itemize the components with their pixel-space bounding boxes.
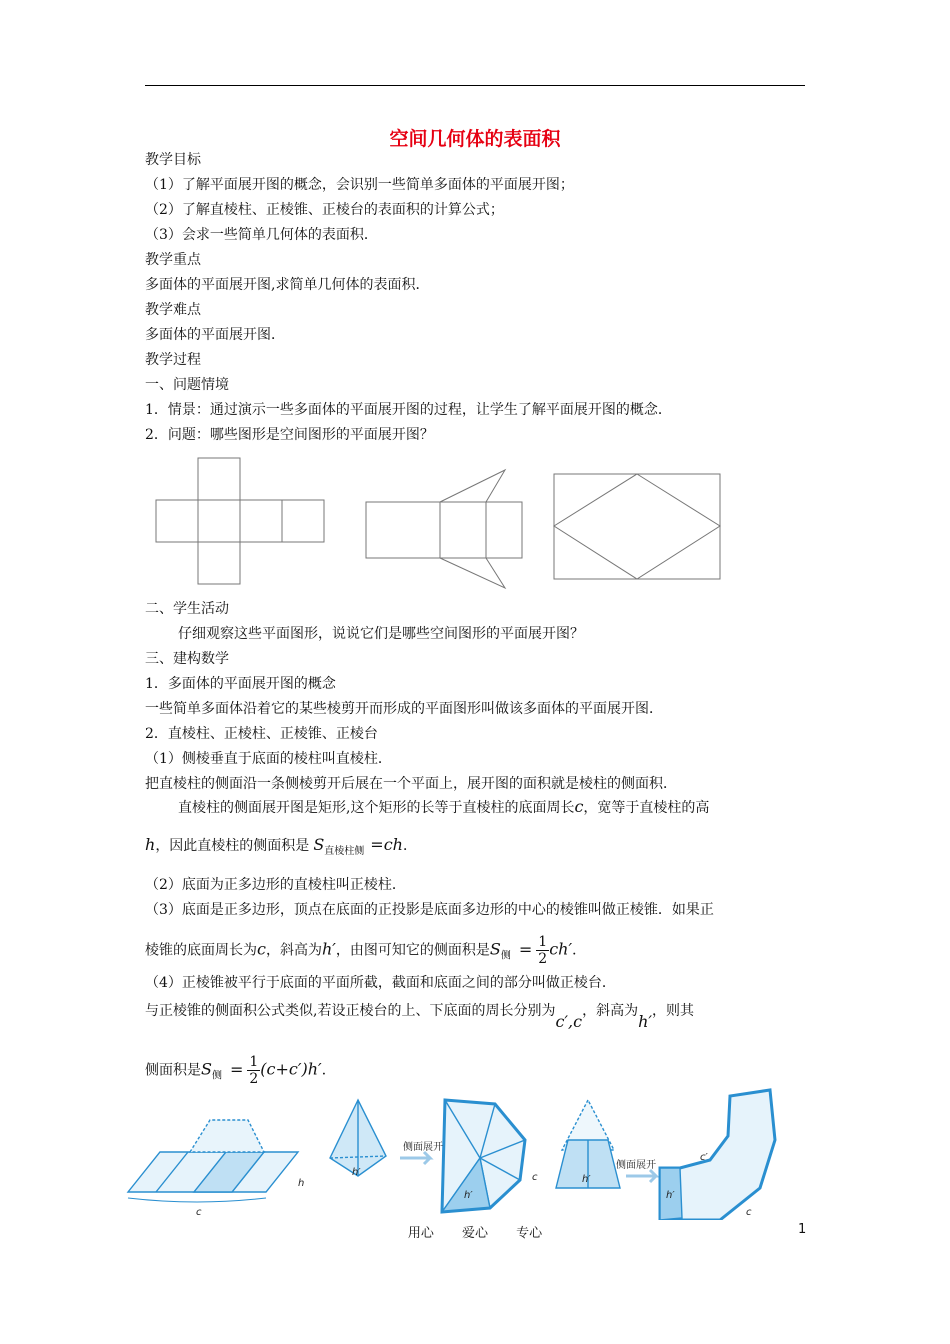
label-cprime-unfold: c′ bbox=[700, 1152, 708, 1163]
para-2: （2）底面为正多边形的直棱柱叫正棱柱． bbox=[145, 877, 406, 893]
var-h-prime: h′ bbox=[321, 939, 336, 959]
key-points: 多面体的平面展开图,求简单几何体的表面积． bbox=[145, 277, 430, 293]
unfold-label-1: 侧面展开 bbox=[403, 1142, 443, 1153]
net1-face bbox=[282, 500, 324, 542]
prism-unfold-figure bbox=[128, 1120, 298, 1202]
period: ． bbox=[572, 942, 587, 959]
section-2-activity: 仔细观察这些平面图形，说说它们是哪些空间图形的平面展开图？ bbox=[178, 626, 584, 642]
net1-face bbox=[240, 500, 282, 542]
net3-rectangle bbox=[554, 474, 720, 579]
para-1c-text: ，因此直棱柱的侧面积是 bbox=[155, 838, 310, 854]
label-h-prism: h bbox=[298, 1178, 305, 1189]
var-c: c bbox=[257, 939, 266, 959]
para-4a-text-mid: ，斜高为 bbox=[582, 1003, 639, 1019]
subscript-lateral: 侧 bbox=[500, 950, 511, 962]
label-hprime-unfold: h′ bbox=[666, 1190, 675, 1201]
period: ． bbox=[321, 1062, 336, 1079]
net2-face bbox=[366, 502, 440, 558]
section-3-def-1: 一些简单多面体沿着它的某些棱剪开而形成的平面图形叫做该多面体的平面展开图． bbox=[145, 701, 663, 717]
net2-triangle-bottom bbox=[440, 558, 505, 588]
net2-face bbox=[486, 502, 522, 558]
formula-pyramid: ch′ bbox=[549, 939, 573, 959]
net3-rhombus bbox=[554, 474, 720, 579]
difficulties-heading: 教学难点 bbox=[145, 302, 201, 318]
lateral-surface-figures bbox=[120, 1080, 780, 1220]
para-4a-text-end: ，则其 bbox=[652, 1003, 695, 1019]
net1-face bbox=[156, 500, 198, 542]
net2-triangle-top bbox=[440, 470, 505, 502]
pyramid-figure bbox=[330, 1100, 386, 1176]
para-1: （1）侧棱垂直于底面的棱柱叫直棱柱． bbox=[145, 751, 392, 767]
difficulties: 多面体的平面展开图． bbox=[145, 327, 285, 343]
para-4a bbox=[145, 1000, 695, 1031]
para-4: （4）正棱锥被平行于底面的平面所截，截面和底面之间的部分叫做正棱台． bbox=[145, 975, 616, 991]
pyramid-unfold-figure bbox=[442, 1100, 525, 1212]
fraction-half bbox=[536, 934, 549, 967]
var-S: S bbox=[313, 835, 325, 854]
para-1c bbox=[145, 835, 417, 862]
var-h: h bbox=[145, 835, 156, 854]
fraction-denominator: 2 bbox=[538, 951, 548, 967]
fraction-numerator: 1 bbox=[538, 934, 548, 950]
para-4b-text: 侧面积是 bbox=[145, 1062, 201, 1079]
para-3b-text-mid2: ，由图可知它的侧面积是 bbox=[335, 942, 490, 959]
equals-sign: = bbox=[518, 939, 533, 959]
page-title: 空间几何体的表面积 bbox=[389, 128, 561, 150]
label-c-unfold: c bbox=[746, 1207, 752, 1218]
para-1a: 把直棱柱的侧面沿一条侧棱剪开后展在一个平面上，展开图的面积就是棱柱的侧面积． bbox=[145, 776, 677, 792]
objectives-heading: 教学目标 bbox=[145, 152, 201, 168]
label-hprime-frustum: h′ bbox=[582, 1174, 591, 1185]
para-3b-text-mid1: ，斜高为 bbox=[265, 942, 322, 959]
section-1-heading: 一、问题情境 bbox=[145, 377, 229, 393]
key-points-heading: 教学重点 bbox=[145, 252, 201, 268]
section-3-item-1: 1．多面体的平面展开图的概念 bbox=[145, 676, 336, 692]
objective-2: （2）了解直棱柱、正棱锥、正棱台的表面积的计算公式； bbox=[145, 202, 504, 218]
objective-1: （1）了解平面展开图的概念，会识别一些简单多面体的平面展开图； bbox=[145, 177, 574, 193]
unfold-label-2: 侧面展开 bbox=[616, 1160, 656, 1171]
section-2-heading: 二、学生活动 bbox=[145, 601, 229, 617]
objective-3: （3）会求一些简单几何体的表面积． bbox=[145, 227, 378, 243]
period: ． bbox=[402, 838, 417, 854]
net2-face bbox=[440, 502, 486, 558]
label-c-prism: c bbox=[196, 1207, 202, 1218]
var-S: S bbox=[201, 1059, 212, 1079]
net1-face bbox=[198, 458, 240, 500]
var-h-prime: h′ bbox=[638, 1012, 653, 1031]
net1-face bbox=[198, 500, 240, 542]
arrow-2 bbox=[626, 1170, 656, 1182]
para-1b bbox=[178, 797, 709, 818]
footer-motto: 用心 爱心 专心 bbox=[407, 1226, 543, 1241]
frustum-unfold-figure bbox=[660, 1090, 775, 1220]
section-1-scenario: 1．情景：通过演示一些多面体的平面展开图的过程，让学生了解平面展开图的概念． bbox=[145, 402, 672, 418]
section-3-item-2: 2．直棱柱、正棱柱、正棱锥、正棱台 bbox=[145, 726, 378, 742]
fraction-numerator: 1 bbox=[249, 1054, 259, 1070]
para-3a: （3）底面是正多边形，顶点在底面的正投影是底面多边形的中心的棱锥叫做正棱锥．如果正 bbox=[145, 902, 714, 918]
subscript-lateral: 侧 bbox=[211, 1070, 222, 1082]
formula-prism: =ch bbox=[370, 835, 403, 854]
label-hprime-fan: h′ bbox=[464, 1190, 473, 1201]
var-c: c bbox=[574, 797, 584, 816]
label-c-fan: c bbox=[532, 1172, 538, 1183]
label-hprime-pyramid: h′ bbox=[352, 1167, 361, 1178]
page-number: 1 bbox=[798, 1222, 807, 1237]
net1-face bbox=[198, 542, 240, 584]
net-figures bbox=[150, 455, 730, 590]
para-1b-text-end: ，宽等于直棱柱的高 bbox=[583, 800, 710, 816]
equals-sign: = bbox=[229, 1059, 244, 1079]
section-1-question: 2．问题：哪些图形是空间图形的平面展开图？ bbox=[145, 427, 434, 443]
arrow-1 bbox=[400, 1152, 430, 1164]
subscript-prism-lateral: 直棱柱侧 bbox=[324, 846, 365, 857]
fraction-denominator: 2 bbox=[249, 1071, 259, 1087]
process-heading: 教学过程 bbox=[145, 352, 201, 368]
section-3-heading: 三、建构数学 bbox=[145, 651, 229, 667]
formula-frustum: (c+c′)h′ bbox=[260, 1059, 322, 1079]
para-3b bbox=[145, 934, 586, 967]
vars-c-prime-c: c′,c bbox=[555, 1012, 583, 1031]
header-rule bbox=[145, 85, 805, 86]
para-4a-text: 与正棱锥的侧面积公式类似,若设正棱台的上、下底面的周长分别为 bbox=[145, 1003, 556, 1019]
para-3b-text: 棱锥的底面周长为 bbox=[145, 942, 257, 959]
para-1b-text: 直棱柱的侧面展开图是矩形,这个矩形的长等于直棱柱的底面周长 bbox=[178, 800, 575, 816]
var-S: S bbox=[489, 939, 501, 959]
